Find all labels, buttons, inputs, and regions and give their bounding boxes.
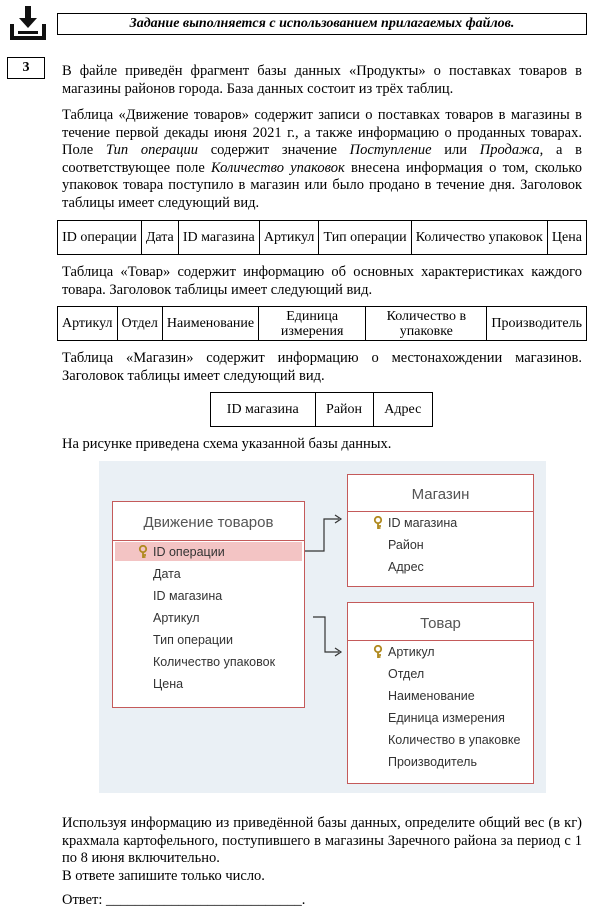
schema-diagram: [99, 461, 546, 793]
header-cell: Единица измерения: [259, 307, 366, 341]
header-cell: ID магазина: [211, 393, 316, 427]
field-row[interactable]: Единица измерения: [388, 711, 505, 725]
task-number: 3: [7, 57, 45, 79]
files-banner: Задание выполняется с использованием прилагаемых файлов.: [57, 13, 587, 35]
field-row[interactable]: Наименование: [388, 689, 475, 703]
field-row[interactable]: Количество в упаковке: [388, 733, 521, 747]
header-cell: ID операции: [58, 221, 142, 255]
header-cell: Цена: [547, 221, 586, 255]
field-row[interactable]: Адрес: [388, 560, 424, 574]
field-row[interactable]: ID магазина: [153, 589, 223, 603]
field-row[interactable]: Производитель: [388, 755, 477, 769]
field-row[interactable]: ID операции: [153, 542, 225, 562]
header-cell: Тип операции: [319, 221, 411, 255]
field-row[interactable]: Тип операции: [153, 633, 234, 647]
field-row[interactable]: Район: [388, 538, 424, 552]
field-row[interactable]: Отдел: [388, 667, 425, 681]
header-cell: Количество упаковок: [411, 221, 547, 255]
product-header-table: [57, 306, 587, 341]
field-row[interactable]: Цена: [153, 677, 184, 691]
field-row[interactable]: Дата: [153, 567, 181, 581]
table-shop[interactable]: [347, 474, 534, 587]
field-row[interactable]: Количество упаковок: [153, 655, 276, 669]
download-icon[interactable]: [8, 4, 48, 42]
intro-paragraph: В файле приведён фрагмент базы данных «Продукты» о поставках товаров в магазины районов города. База данных состоит из трёх таблиц.: [62, 63, 582, 97]
header-cell: Количество в упаковке: [366, 307, 487, 341]
field-row[interactable]: Артикул: [388, 642, 435, 662]
product-description: Таблица «Товар» содержит информацию об основных характеристиках каждого товара. Заголовок таблицы имеет следующий вид.: [62, 264, 582, 298]
title-divider: [113, 540, 304, 541]
answer-row: [62, 892, 582, 910]
title-divider: [348, 640, 533, 641]
header-cell: Производитель: [487, 307, 587, 341]
header-cell: Дата: [141, 221, 178, 255]
header-cell: Артикул: [58, 307, 118, 341]
answer-field[interactable]: ___________________________.: [106, 892, 306, 908]
table-product[interactable]: [347, 602, 534, 784]
header-cell: ID магазина: [178, 221, 259, 255]
header-cell: Артикул: [259, 221, 319, 255]
shop-header-table: [210, 392, 433, 427]
key-icon: [137, 545, 149, 559]
table-title: Товар: [420, 615, 461, 632]
table-title: Магазин: [411, 486, 470, 503]
question-paragraph: Используя информацию из приведённой базы данных, определите общий вес (в кг) крахмала картофельного, поступившего в магазины Заречного района за период с 1 по 8 июня включительно.: [62, 815, 582, 866]
header-cell: Адрес: [373, 393, 432, 427]
title-divider: [348, 511, 533, 512]
movement-header-table: [57, 220, 587, 255]
header-cell: Отдел: [117, 307, 162, 341]
answer-label: Ответ:: [62, 892, 103, 908]
movement-description: Таблица «Движение товаров» содержит записи о поставках товаров в магазины в течение первой декады июня 2021 г., а также информацию о проданных товарах. Поле Тип операции содержит значение Поступление или Продажа, а в соответствующее поле Количество упаковок внесена информация о том, сколько упаковок товара поступило в магазин или было продано в течение дня. Заголовок таблицы имеет следующий вид.: [62, 107, 582, 211]
field-row[interactable]: Артикул: [153, 611, 200, 625]
header-cell: Район: [315, 393, 373, 427]
key-icon: [372, 516, 384, 530]
field-row[interactable]: ID магазина: [388, 513, 457, 533]
header-cell: Наименование: [162, 307, 258, 341]
shop-description: Таблица «Магазин» содержит информацию о местонахождении магазинов. Заголовок таблицы имеет следующий вид.: [62, 350, 582, 384]
instruction-text: В ответе запишите только число.: [62, 868, 265, 884]
schema-caption: На рисунке приведена схема указанной базы данных.: [62, 436, 392, 452]
table-title: Движение товаров: [143, 514, 274, 531]
table-movement[interactable]: [112, 501, 305, 708]
key-icon: [372, 645, 384, 659]
